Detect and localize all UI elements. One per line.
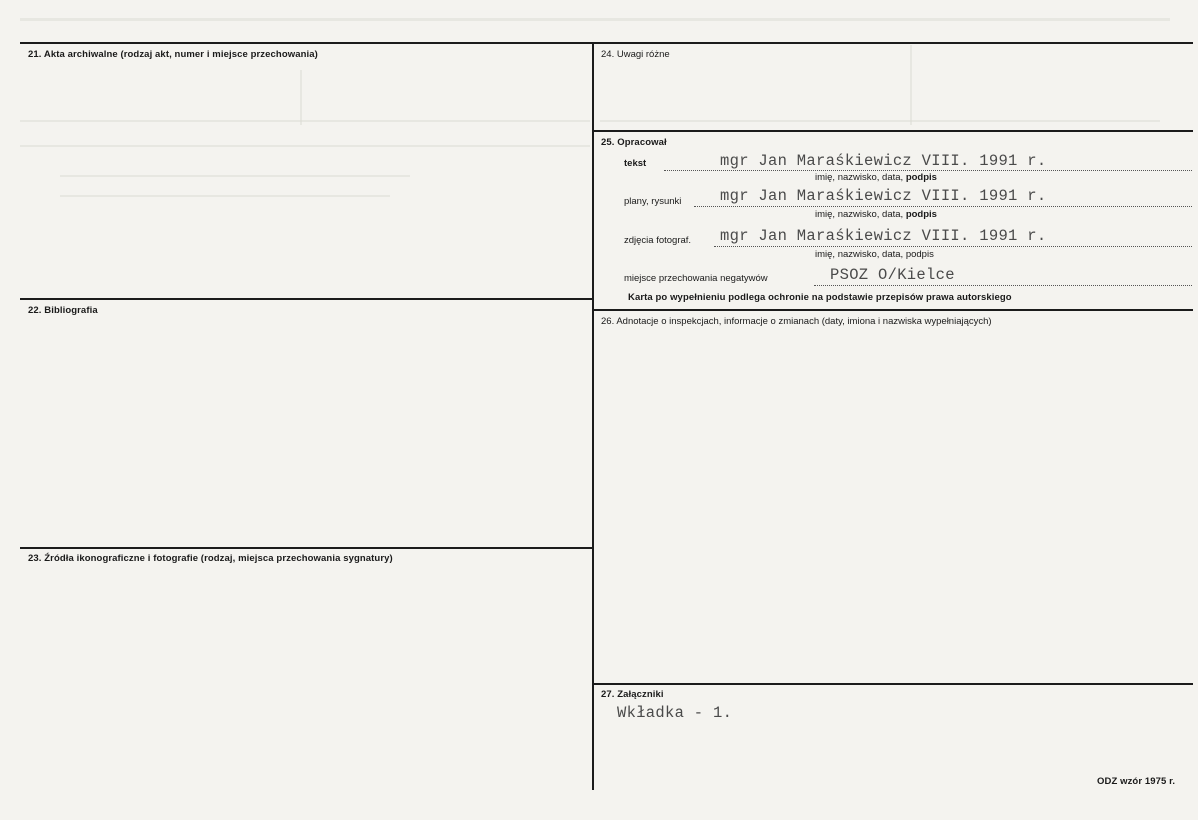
showthrough-band xyxy=(910,45,912,125)
row-plany-value: mgr Jan Maraśkiewicz VIII. 1991 r. xyxy=(720,187,1047,205)
section-26-label: 26. Adnotacje o inspekcjach, informacje o zmianach (daty, imiona i nazwiska wypełniających) xyxy=(601,316,992,327)
showthrough-band xyxy=(600,120,1160,122)
row-plany-line xyxy=(694,206,1192,207)
row-tekst-value: mgr Jan Maraśkiewicz VIII. 1991 r. xyxy=(720,152,1047,170)
section-24-label: 24. Uwagi różne xyxy=(601,49,670,60)
row-plany-label: plany, rysunki xyxy=(624,196,682,207)
showthrough-band xyxy=(20,120,590,122)
row-tekst-line xyxy=(664,170,1192,171)
form-template-mark: ODZ wzór 1975 r. xyxy=(1097,776,1176,787)
rule-21-22 xyxy=(20,298,592,300)
top-rule xyxy=(20,42,1193,44)
row-zdjecia-value: mgr Jan Maraśkiewicz VIII. 1991 r. xyxy=(720,227,1047,245)
row-tekst-label: tekst xyxy=(624,158,647,169)
rule-25-26 xyxy=(594,309,1193,311)
center-divider xyxy=(592,42,594,790)
section-27-label: 27. Załączniki xyxy=(601,689,664,700)
rule-24-25 xyxy=(594,130,1193,132)
showthrough-band xyxy=(20,18,1170,21)
row-tekst-caption: imię, nazwisko, data, podpis xyxy=(815,172,937,183)
negatives-label: miejsce przechowania negatywów xyxy=(624,273,768,284)
row-zdjecia-line xyxy=(714,246,1192,247)
row-plany-caption: imię, nazwisko, data, podpis xyxy=(815,209,937,220)
section-22-label: 22. Bibliografia xyxy=(28,305,98,316)
negatives-line xyxy=(814,285,1192,286)
section-21-label: 21. Akta archiwalne (rodzaj akt, numer i miejsce przechowania) xyxy=(28,49,318,60)
row-zdjecia-label: zdjęcia fotograf. xyxy=(624,235,692,246)
showthrough-band xyxy=(20,145,590,147)
section-27-value: Wkładka - 1. xyxy=(617,704,733,722)
section-23-label: 23. Źródła ikonograficzne i fotografie (rodzaj, miejsca przechowania sygnatury) xyxy=(28,553,393,564)
rule-22-23 xyxy=(20,547,592,549)
negatives-value: PSOZ O/Kielce xyxy=(830,266,955,284)
row-zdjecia-caption: imię, nazwisko, data, podpis xyxy=(815,249,934,260)
showthrough-band xyxy=(60,195,390,197)
showthrough-band xyxy=(300,70,302,125)
showthrough-band xyxy=(60,175,410,177)
rule-26-27 xyxy=(594,683,1193,685)
copyright-note: Karta po wypełnieniu podlega ochronie na podstawie przepisów prawa autorskiego xyxy=(628,292,1012,303)
section-25-label: 25. Opracował xyxy=(601,137,667,148)
